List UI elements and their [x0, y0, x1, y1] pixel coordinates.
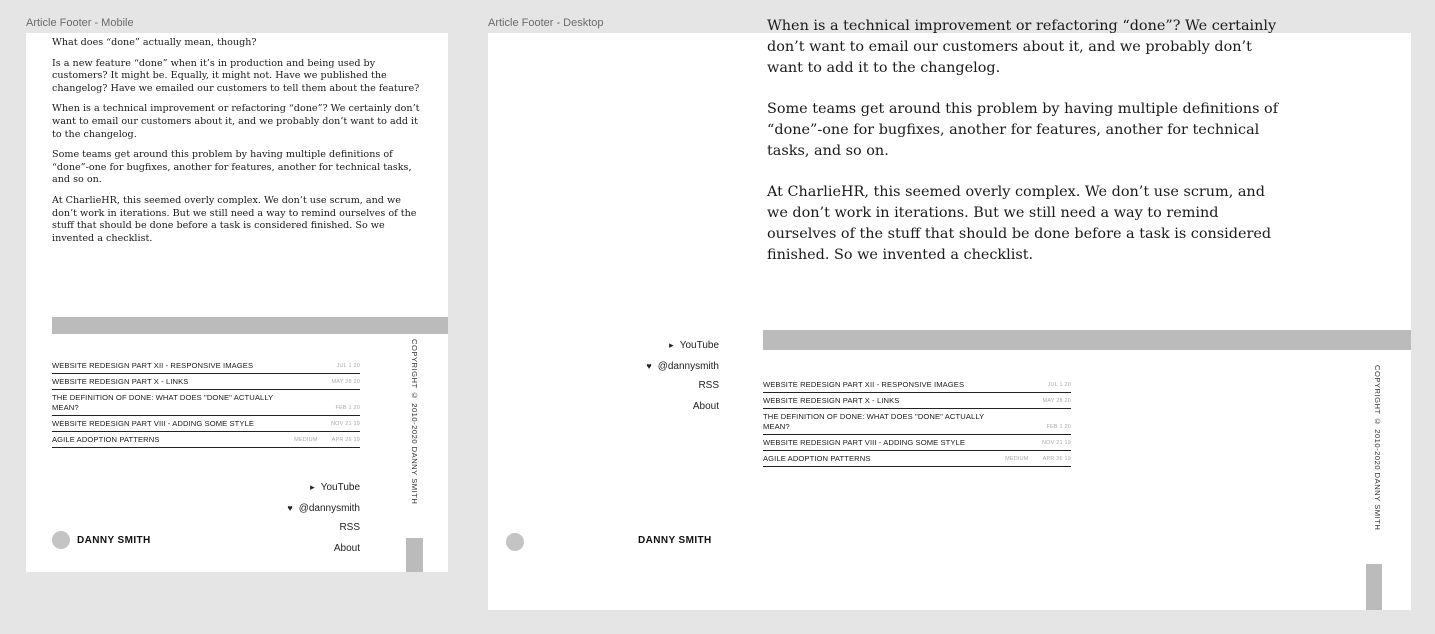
youtube-link[interactable]: ▸ YouTube	[310, 482, 360, 493]
article-paragraph: Is a new feature “done” when it’s in production and being used by customers? It might be. Equally, it might not. Have we published the changelog? Have we emailed our customers to tell them about the feature?	[52, 57, 420, 94]
post-item[interactable]	[763, 409, 1071, 435]
post-date: FEB 1 20	[335, 405, 360, 411]
avatar[interactable]	[506, 533, 524, 551]
post-item[interactable]	[52, 416, 360, 432]
desktop-frame-label: Article Footer - Desktop	[488, 17, 604, 29]
article-body	[767, 16, 1287, 286]
post-date: NOV 21 19	[330, 421, 360, 427]
post-date: MAY 28 20	[1042, 398, 1071, 404]
post-date: JUL 1 20	[336, 363, 360, 369]
article-paragraph: What does “done” actually mean, though?	[52, 37, 257, 48]
social-links	[618, 335, 719, 417]
post-item[interactable]	[763, 451, 1071, 467]
post-item[interactable]	[52, 374, 360, 390]
post-source: MEDIUM	[294, 437, 318, 443]
post-source: MEDIUM	[1005, 456, 1029, 462]
post-date: APR 26 19	[331, 437, 360, 443]
twitter-icon: ♥	[646, 360, 652, 371]
article-paragraph: Some teams get around this problem by having multiple definitions of “done”-one for bugfixes, another for features, another for technical tasks, and so on.	[52, 149, 412, 186]
article-paragraph: At CharlieHR, this seemed overly complex. We don’t use scrum, and we don’t work in iterations. But we still need a way to remind ourselves of the stuff that should be done before a task is considered finished. So we invented a checklist.	[767, 184, 1272, 263]
article-body	[52, 21, 424, 253]
post-date: FEB 1 20	[1046, 424, 1071, 430]
post-item[interactable]	[763, 435, 1071, 451]
article-paragraph: At CharlieHR, this seemed overly complex. We don’t use scrum, and we don’t work in iterations. But we still need a way to remind ourselves of the stuff that should be done before a task is considered finished. So we invented a checklist.	[52, 194, 417, 244]
post-title: WEBSITE REDESIGN PART XII - RESPONSIVE IMAGES	[763, 380, 965, 389]
post-title: AGILE ADOPTION PATTERNS	[763, 454, 871, 463]
post-date: APR 26 19	[1042, 456, 1071, 462]
recent-posts-list	[763, 377, 1071, 467]
post-title: WEBSITE REDESIGN PART X - LINKS	[52, 377, 189, 386]
post-date: MAY 28 20	[331, 379, 360, 385]
brand-name[interactable]: DANNY SMITH	[77, 535, 151, 546]
about-link[interactable]: About	[333, 542, 360, 554]
twitter-link[interactable]: ♥ @dannysmith	[646, 360, 719, 372]
recent-posts-list	[52, 358, 360, 448]
footer-divider-bar	[52, 317, 448, 334]
rss-link[interactable]: RSS	[698, 380, 719, 391]
placeholder-block	[406, 538, 423, 572]
twitter-icon: ♥	[287, 502, 293, 513]
post-item[interactable]	[52, 390, 360, 416]
article-paragraph: When is a technical improvement or refactoring “done”? We certainly don’t want to email our customers about it, and we probably don’t want to add it to the changelog.	[52, 103, 420, 140]
post-item[interactable]	[52, 358, 360, 374]
post-title: AGILE ADOPTION PATTERNS	[52, 435, 160, 444]
post-date: NOV 21 19	[1041, 440, 1071, 446]
footer-divider-bar	[763, 330, 1411, 350]
copyright-notice: COPYRIGHT © 2010-2020 DANNY SMITH	[1373, 365, 1382, 531]
youtube-icon: ▸	[669, 340, 674, 350]
placeholder-block	[1366, 564, 1382, 610]
avatar[interactable]	[52, 531, 70, 549]
post-title: WEBSITE REDESIGN PART VIII - ADDING SOME STYLE	[52, 419, 255, 428]
post-item[interactable]	[763, 393, 1071, 409]
post-title: THE DEFINITION OF DONE: WHAT DOES "DONE" ACTUALLY MEAN?	[52, 393, 274, 412]
post-title: WEBSITE REDESIGN PART X - LINKS	[763, 396, 900, 405]
post-title: THE DEFINITION OF DONE: WHAT DOES "DONE" ACTUALLY MEAN?	[763, 412, 985, 431]
social-links	[256, 477, 360, 559]
mobile-frame	[26, 33, 448, 572]
post-item[interactable]	[763, 377, 1071, 393]
twitter-link[interactable]: ♥ @dannysmith	[287, 502, 360, 514]
youtube-link[interactable]: ▸ YouTube	[669, 340, 719, 351]
rss-link[interactable]: RSS	[339, 522, 360, 533]
youtube-icon: ▸	[310, 482, 315, 492]
post-title: WEBSITE REDESIGN PART VIII - ADDING SOME STYLE	[763, 438, 966, 447]
article-paragraph: When is a technical improvement or refactoring “done”? We certainly don’t want to email our customers about it, and we probably don’t want to add it to the changelog.	[767, 18, 1277, 76]
post-item[interactable]	[52, 432, 360, 448]
mobile-frame-label: Article Footer - Mobile	[26, 17, 134, 29]
article-paragraph: Some teams get around this problem by having multiple definitions of “done”-one for bugfixes, another for features, another for technical tasks, and so on.	[767, 101, 1279, 159]
post-title: WEBSITE REDESIGN PART XII - RESPONSIVE IMAGES	[52, 361, 254, 370]
post-date: JUL 1 20	[1047, 382, 1071, 388]
about-link[interactable]: About	[692, 400, 719, 412]
copyright-notice: COPYRIGHT © 2010-2020 DANNY SMITH	[410, 339, 419, 505]
brand-name[interactable]: DANNY SMITH	[638, 535, 712, 546]
